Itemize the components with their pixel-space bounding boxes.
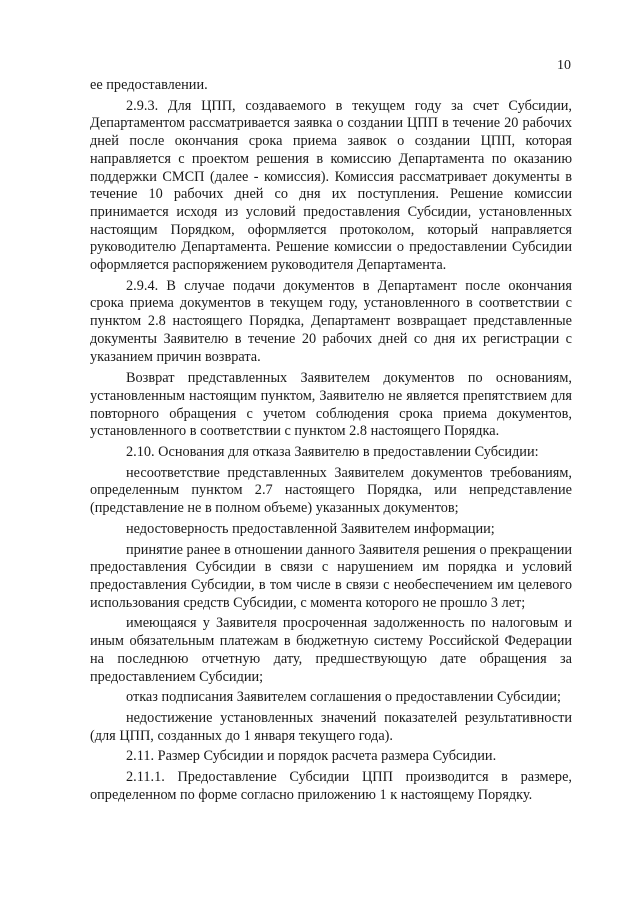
- paragraph-return-of-documents: Возврат представленных Заявителем документов по основаниям, установленным настоящим пунктом, Заявителю не является препятствием для повторного обращения с учетом соблюдения срока приема документов, установленного в соответствии с пунктом 2.8 настоящего Порядка.: [90, 370, 572, 440]
- paragraph-2-9-3: 2.9.3. Для ЦПП, создаваемого в текущем году за счет Субсидии, Департаментом рассматривается заявка о создании ЦПП в течение 20 рабочих дней после окончания срока приема заявок о создании ЦПП, которая направляется с проектом решения в комиссию Департамента по оказанию поддержки СМСП (далее - комиссия). Комиссия рассматривает документы в течение 10 рабочих дней со дня их поступления. Решение комиссии принимается исходя из условий предоставления Субсидии, установленных настоящим Порядком, оформляется протоколом, который направляется руководителю Департамента. Решение комиссии о предоставлении Субсидии оформляется распоряжением руководителя Департамента.: [90, 97, 572, 274]
- refusal-ground-indicators: недостижение установленных значений показателей результативности (для ЦПП, созданных до 1 января текущего года).: [90, 709, 572, 744]
- paragraph-2-10-heading: 2.10. Основания для отказа Заявителю в предоставлении Субсидии:: [126, 444, 539, 461]
- refusal-ground-prior-termination: принятие ранее в отношении данного Заявителя решения о прекращении предоставления Субсидии в связи с нарушением им порядка и условий предоставления Субсидии, в том числе в связи с необеспечением им целевого использования средств Субсидии, с момента которого не прошло 3 лет;: [90, 541, 572, 611]
- refusal-ground-unreliable-info: недостоверность предоставленной Заявителем информации;: [126, 520, 495, 537]
- refusal-ground-overdue-debt: имеющаяся у Заявителя просроченная задолженность по налоговым и иным обязательным платежам в бюджетную систему Российской Федерации на последнюю отчетную дату, предшествующую дате обращения за предоставлением Субсидии;: [90, 615, 572, 685]
- paragraph-2-11-heading: 2.11. Размер Субсидии и порядок расчета размера Субсидии.: [126, 748, 497, 765]
- page-number: 10: [557, 58, 571, 73]
- paragraph-2-11-1: 2.11.1. Предоставление Субсидии ЦПП производится в размере, определенном по форме согласно приложению 1 к настоящему Порядку.: [90, 769, 572, 803]
- refusal-ground-nonconformity: несоответствие представленных Заявителем документов требованиям, определенным пунктом 2.7 настоящего Порядка, или непредставление (представление не в полном объеме) указанных документов;: [90, 464, 572, 517]
- paragraph-continuation: ее предоставлении.: [90, 77, 208, 93]
- refusal-ground-agreement-refusal: отказ подписания Заявителем соглашения о предоставлении Субсидии;: [126, 689, 561, 706]
- document-body: [90, 77, 572, 804]
- paragraph-2-9-4: 2.9.4. В случае подачи документов в Департамент после окончания срока приема документов в текущем году, установленного в соответствии с пунктом 2.8 настоящего Порядка, Департамент возвращает представленные документы Заявителю в течение 20 рабочих дней со дня их регистрации с указанием причин возврата.: [90, 277, 572, 365]
